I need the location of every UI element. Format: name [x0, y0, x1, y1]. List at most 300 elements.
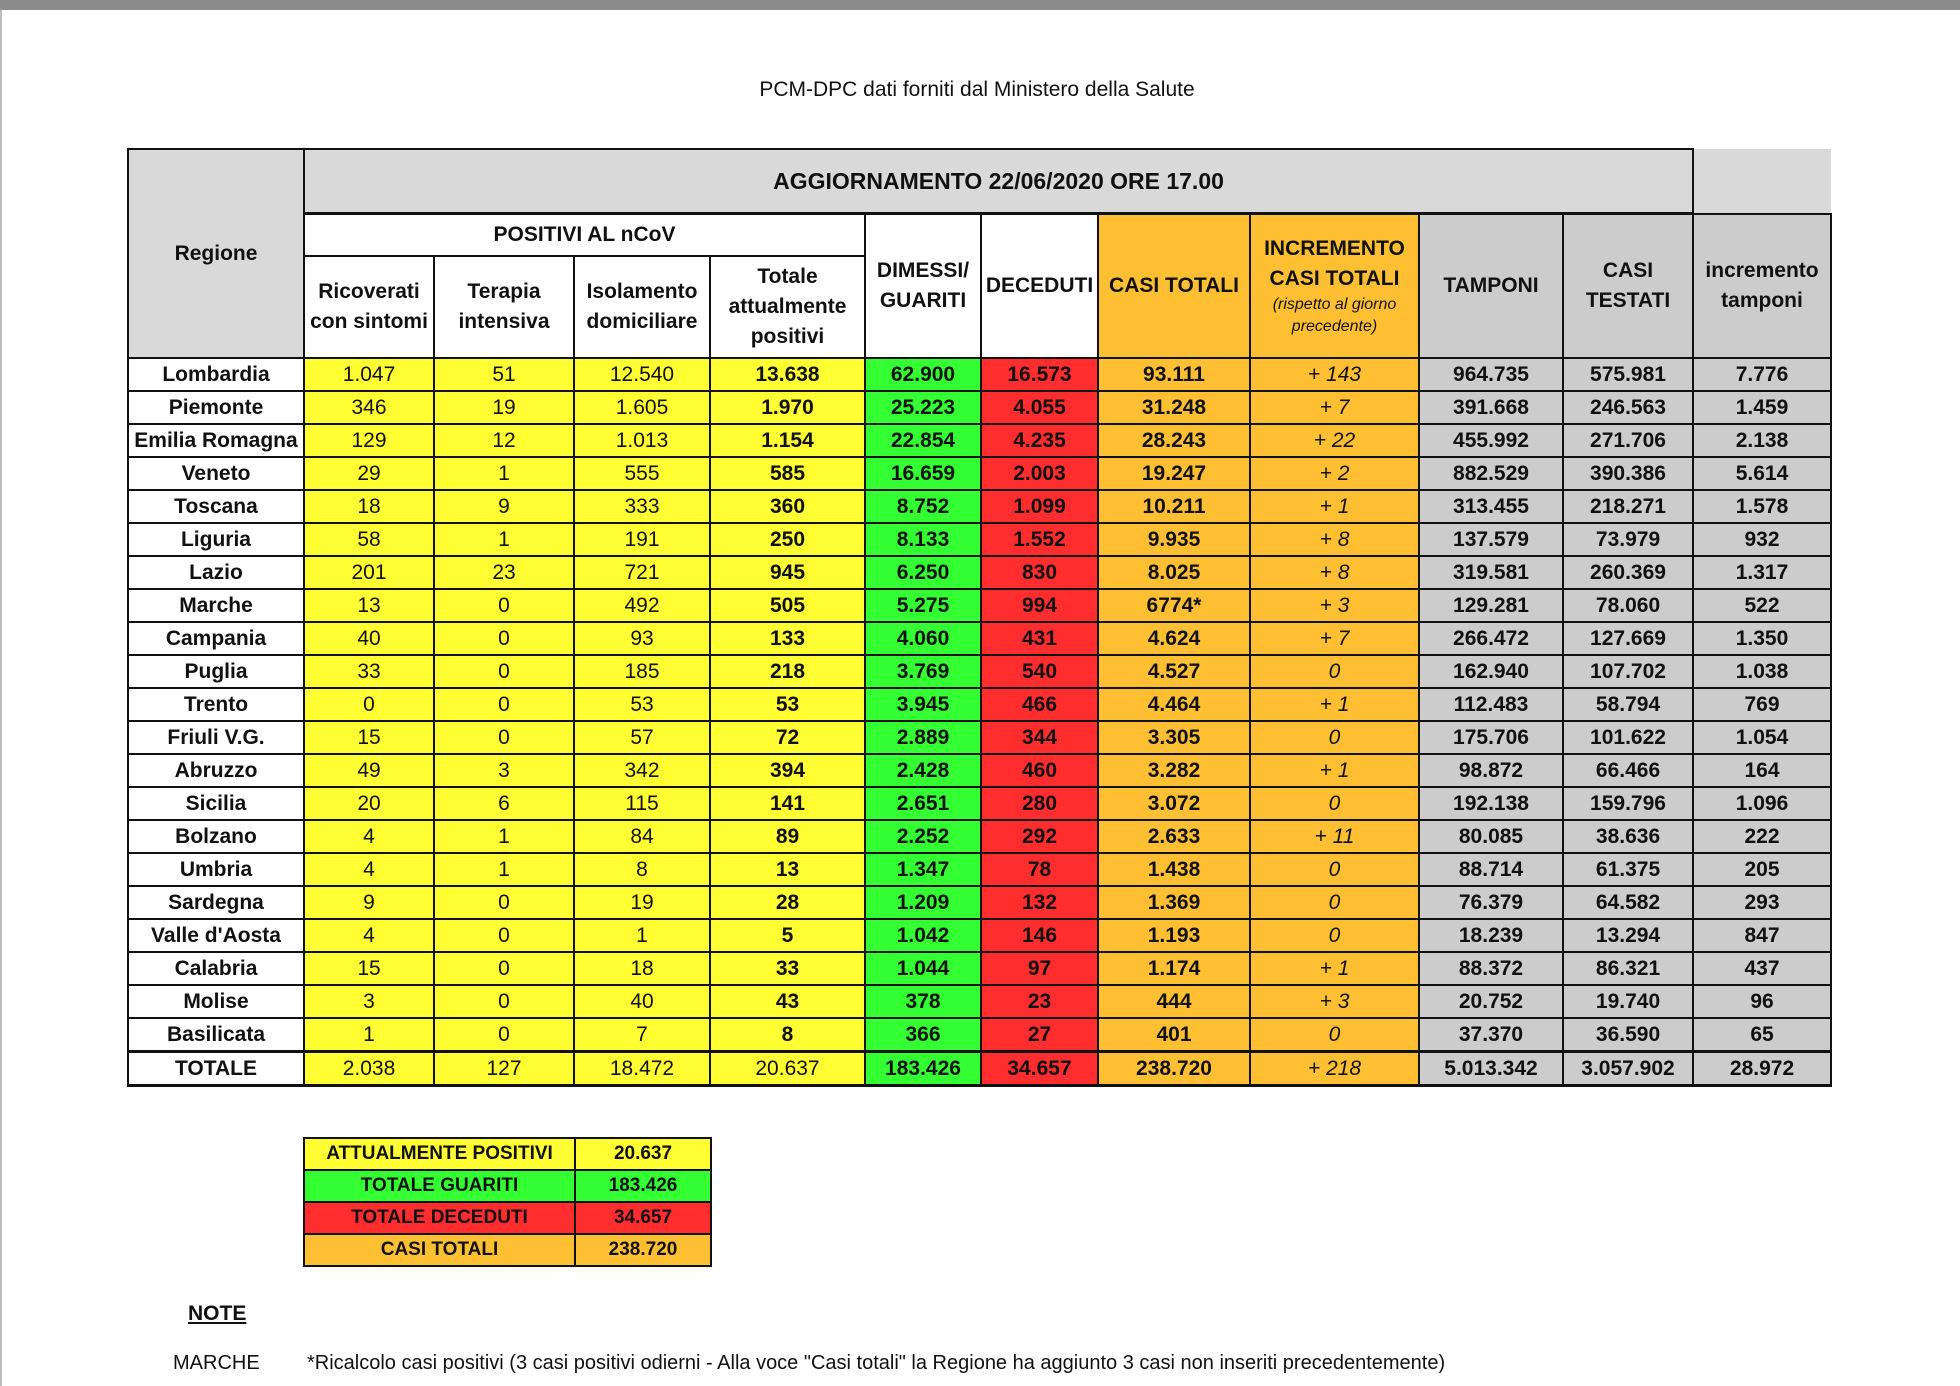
header-casi-totali: CASI TOTALI [1098, 214, 1250, 359]
header-isolamento [574, 256, 710, 358]
cell-incremento: + 7 [1250, 391, 1419, 424]
cell-isolamento: 191 [574, 523, 710, 556]
cell-ricoverati: 346 [304, 391, 434, 424]
header-deceduti: DECEDUTI [981, 214, 1098, 359]
cell-incremento: + 22 [1250, 424, 1419, 457]
cell-ricoverati: 4 [304, 853, 434, 886]
cell-casi-totali: 444 [1098, 985, 1250, 1018]
cell-casi-totali: 31.248 [1098, 391, 1250, 424]
cell-casi-totali: 1.193 [1098, 919, 1250, 952]
cell-terapia: 1 [434, 523, 574, 556]
cell-totale-positivi: 20.637 [710, 1052, 865, 1086]
cell-incremento-tamponi: 932 [1693, 523, 1831, 556]
cell-totale-positivi: 218 [710, 655, 865, 688]
cell-terapia: 51 [434, 358, 574, 391]
cell-isolamento: 555 [574, 457, 710, 490]
cell-incremento: + 8 [1250, 523, 1419, 556]
header-incremento-tamponi-line2: tamponi [1721, 288, 1803, 312]
cell-isolamento: 93 [574, 622, 710, 655]
header-casi-testati [1563, 214, 1693, 359]
cell-dimessi: 1.347 [865, 853, 981, 886]
cell-terapia: 0 [434, 688, 574, 721]
cell-casi-testati: 107.702 [1563, 655, 1693, 688]
cell-casi-totali: 1.369 [1098, 886, 1250, 919]
cell-incremento-tamponi: 2.138 [1693, 424, 1831, 457]
cell-dimessi: 16.659 [865, 457, 981, 490]
header-ricoverati [304, 256, 434, 358]
cell-casi-totali: 2.633 [1098, 820, 1250, 853]
cell-deceduti: 27 [981, 1018, 1098, 1052]
cell-incremento-tamponi: 222 [1693, 820, 1831, 853]
cell-incremento: 0 [1250, 919, 1419, 952]
cell-dimessi: 366 [865, 1018, 981, 1052]
summary-value: 238.720 [575, 1234, 711, 1266]
cell-regione: Umbria [128, 853, 304, 886]
cell-incremento-tamponi: 1.038 [1693, 655, 1831, 688]
cell-regione: Molise [128, 985, 304, 1018]
cell-terapia: 12 [434, 424, 574, 457]
cell-ricoverati: 4 [304, 820, 434, 853]
cell-incremento-tamponi: 1.459 [1693, 391, 1831, 424]
cell-ricoverati: 15 [304, 952, 434, 985]
cell-dimessi: 1.042 [865, 919, 981, 952]
header-terapia-line1: Terapia [467, 280, 541, 303]
header-ricoverati-line2: con sintomi [310, 310, 428, 333]
cell-dimessi: 8.133 [865, 523, 981, 556]
summary-body [304, 1138, 711, 1266]
summary-value: 183.426 [575, 1170, 711, 1202]
cell-tamponi: 882.529 [1419, 457, 1563, 490]
header-totale-line3: positivi [750, 325, 825, 348]
cell-ricoverati: 129 [304, 424, 434, 457]
cell-terapia: 9 [434, 490, 574, 523]
cell-deceduti: 1.099 [981, 490, 1098, 523]
cell-incremento: + 143 [1250, 358, 1419, 391]
cell-deceduti: 4.235 [981, 424, 1098, 457]
cell-tamponi: 129.281 [1419, 589, 1563, 622]
cell-casi-testati: 78.060 [1563, 589, 1693, 622]
cell-deceduti: 280 [981, 787, 1098, 820]
table-row [128, 886, 1831, 919]
cell-dimessi: 3.945 [865, 688, 981, 721]
cell-incremento-tamponi: 1.096 [1693, 787, 1831, 820]
summary-label: TOTALE DECEDUTI [304, 1202, 575, 1234]
cell-casi-testati: 13.294 [1563, 919, 1693, 952]
cell-regione: Emilia Romagna [128, 424, 304, 457]
cell-tamponi: 137.579 [1419, 523, 1563, 556]
header-incremento-tamponi-line1: incremento [1705, 258, 1819, 282]
cell-tamponi: 88.714 [1419, 853, 1563, 886]
cell-incremento: + 7 [1250, 622, 1419, 655]
cell-terapia: 0 [434, 721, 574, 754]
cell-incremento-tamponi: 847 [1693, 919, 1831, 952]
cell-regione: Marche [128, 589, 304, 622]
header-incremento-note1: (rispetto al giorno [1272, 296, 1397, 313]
cell-tamponi: 76.379 [1419, 886, 1563, 919]
cell-terapia: 0 [434, 985, 574, 1018]
table-row [128, 622, 1831, 655]
header-corner [1693, 149, 1831, 214]
cell-tamponi: 319.581 [1419, 556, 1563, 589]
cell-totale-positivi: 141 [710, 787, 865, 820]
cell-totale-positivi: 53 [710, 688, 865, 721]
cell-ricoverati: 33 [304, 655, 434, 688]
cell-regione: Sicilia [128, 787, 304, 820]
cell-incremento-tamponi: 96 [1693, 985, 1831, 1018]
cell-terapia: 127 [434, 1052, 574, 1086]
cell-incremento: 0 [1250, 853, 1419, 886]
cell-casi-testati: 101.622 [1563, 721, 1693, 754]
header-totale-positivi [710, 256, 865, 358]
cell-dimessi: 2.252 [865, 820, 981, 853]
cell-ricoverati: 40 [304, 622, 434, 655]
cell-dimessi: 22.854 [865, 424, 981, 457]
cell-totale-positivi: 250 [710, 523, 865, 556]
cell-incremento: 0 [1250, 655, 1419, 688]
note-text: *Ricalcolo casi positivi (3 casi positivi odierni - Alla voce "Casi totali" la Regione ha aggiunto 3 casi non inseriti precedentemente) [307, 1352, 1446, 1374]
cell-isolamento: 40 [574, 985, 710, 1018]
cell-isolamento: 7 [574, 1018, 710, 1052]
notes-title: NOTE [188, 1302, 247, 1325]
cell-totale-positivi: 8 [710, 1018, 865, 1052]
header-casi-testati-line1: CASI [1602, 259, 1654, 282]
cell-tamponi: 5.013.342 [1419, 1052, 1563, 1086]
cell-ricoverati: 58 [304, 523, 434, 556]
cell-incremento-tamponi: 522 [1693, 589, 1831, 622]
header-isolamento-line2: domiciliare [586, 310, 698, 333]
cell-ricoverati: 49 [304, 754, 434, 787]
cell-casi-testati: 218.271 [1563, 490, 1693, 523]
cell-casi-totali: 1.438 [1098, 853, 1250, 886]
cell-isolamento: 8 [574, 853, 710, 886]
cell-casi-testati: 19.740 [1563, 985, 1693, 1018]
cell-casi-totali: 3.305 [1098, 721, 1250, 754]
cell-ricoverati: 9 [304, 886, 434, 919]
cell-casi-totali: 4.624 [1098, 622, 1250, 655]
cell-totale-positivi: 89 [710, 820, 865, 853]
header-terapia [434, 256, 574, 358]
cell-terapia: 0 [434, 1018, 574, 1052]
header-tamponi: TAMPONI [1419, 214, 1563, 359]
cell-casi-testati: 61.375 [1563, 853, 1693, 886]
summary-label: CASI TOTALI [304, 1234, 575, 1266]
cell-dimessi: 62.900 [865, 358, 981, 391]
cell-terapia: 0 [434, 655, 574, 688]
header-positivi-group: POSITIVI AL nCoV [304, 214, 865, 257]
document-page [0, 10, 1960, 1386]
header-casi-testati-line2: TESTATI [1585, 289, 1671, 312]
cell-regione: Trento [128, 688, 304, 721]
header-dimessi-line2: GUARITI [879, 289, 967, 312]
header-isolamento-line1: Isolamento [586, 280, 698, 303]
cell-regione: Calabria [128, 952, 304, 985]
cell-casi-totali: 6774* [1098, 589, 1250, 622]
table-row [128, 490, 1831, 523]
cell-casi-testati: 36.590 [1563, 1018, 1693, 1052]
cell-dimessi: 3.769 [865, 655, 981, 688]
cell-regione: Piemonte [128, 391, 304, 424]
cell-regione: Veneto [128, 457, 304, 490]
cell-ricoverati: 201 [304, 556, 434, 589]
cell-tamponi: 80.085 [1419, 820, 1563, 853]
table-row [128, 721, 1831, 754]
cell-casi-testati: 86.321 [1563, 952, 1693, 985]
cell-incremento: 0 [1250, 787, 1419, 820]
table-row [128, 589, 1831, 622]
summary-row [304, 1202, 711, 1234]
cell-dimessi: 2.651 [865, 787, 981, 820]
cell-tamponi: 175.706 [1419, 721, 1563, 754]
cell-casi-totali: 10.211 [1098, 490, 1250, 523]
cell-incremento-tamponi: 65 [1693, 1018, 1831, 1052]
cell-casi-testati: 260.369 [1563, 556, 1693, 589]
cell-incremento-tamponi: 1.317 [1693, 556, 1831, 589]
cell-regione: Puglia [128, 655, 304, 688]
cell-tamponi: 37.370 [1419, 1018, 1563, 1052]
cell-ricoverati: 20 [304, 787, 434, 820]
cell-casi-testati: 575.981 [1563, 358, 1693, 391]
cell-casi-testati: 127.669 [1563, 622, 1693, 655]
cell-incremento: + 1 [1250, 754, 1419, 787]
cell-incremento: + 8 [1250, 556, 1419, 589]
cell-incremento: + 3 [1250, 589, 1419, 622]
cell-casi-testati: 58.794 [1563, 688, 1693, 721]
cell-incremento: + 11 [1250, 820, 1419, 853]
cell-incremento-tamponi: 1.350 [1693, 622, 1831, 655]
cell-isolamento: 721 [574, 556, 710, 589]
header-ricoverati-line1: Ricoverati [318, 280, 420, 303]
cell-regione: Liguria [128, 523, 304, 556]
cell-isolamento: 185 [574, 655, 710, 688]
cell-dimessi: 183.426 [865, 1052, 981, 1086]
cell-regione: Lazio [128, 556, 304, 589]
table-row [128, 820, 1831, 853]
table-total-row [128, 1052, 1831, 1086]
header-terapia-line2: intensiva [458, 310, 550, 333]
cell-deceduti: 1.552 [981, 523, 1098, 556]
cell-tamponi: 162.940 [1419, 655, 1563, 688]
cell-casi-testati: 66.466 [1563, 754, 1693, 787]
header-totale-line2: attualmente [728, 295, 847, 318]
cell-regione: Sardegna [128, 886, 304, 919]
cell-totale-positivi: 133 [710, 622, 865, 655]
cell-isolamento: 19 [574, 886, 710, 919]
cell-casi-totali: 4.464 [1098, 688, 1250, 721]
cell-deceduti: 146 [981, 919, 1098, 952]
cell-tamponi: 98.872 [1419, 754, 1563, 787]
cell-casi-testati: 64.582 [1563, 886, 1693, 919]
cell-deceduti: 431 [981, 622, 1098, 655]
cell-isolamento: 492 [574, 589, 710, 622]
cell-totale-positivi: 33 [710, 952, 865, 985]
summary-table [303, 1137, 712, 1267]
cell-dimessi: 1.209 [865, 886, 981, 919]
cell-totale-positivi: 505 [710, 589, 865, 622]
table-row [128, 754, 1831, 787]
header-dimessi [865, 214, 981, 359]
cell-deceduti: 16.573 [981, 358, 1098, 391]
cell-terapia: 0 [434, 952, 574, 985]
cell-casi-testati: 246.563 [1563, 391, 1693, 424]
cell-regione: Campania [128, 622, 304, 655]
header-incremento-line1: INCREMENTO [1264, 237, 1405, 260]
header-totale-line1: Totale [757, 265, 818, 288]
cell-terapia: 23 [434, 556, 574, 589]
cell-terapia: 1 [434, 820, 574, 853]
cell-terapia: 1 [434, 853, 574, 886]
cell-deceduti: 2.003 [981, 457, 1098, 490]
summary-value: 34.657 [575, 1202, 711, 1234]
cell-incremento-tamponi: 5.614 [1693, 457, 1831, 490]
cell-ricoverati: 29 [304, 457, 434, 490]
cell-terapia: 0 [434, 589, 574, 622]
cell-deceduti: 97 [981, 952, 1098, 985]
cell-dimessi: 8.752 [865, 490, 981, 523]
table-body [128, 358, 1831, 1086]
cell-dimessi: 2.889 [865, 721, 981, 754]
cell-deceduti: 4.055 [981, 391, 1098, 424]
cell-isolamento: 1.013 [574, 424, 710, 457]
cell-casi-totali: 4.527 [1098, 655, 1250, 688]
table-row [128, 655, 1831, 688]
cell-tamponi: 192.138 [1419, 787, 1563, 820]
cell-isolamento: 1 [574, 919, 710, 952]
cell-isolamento: 53 [574, 688, 710, 721]
cell-incremento-tamponi: 1.578 [1693, 490, 1831, 523]
cell-incremento: + 218 [1250, 1052, 1419, 1086]
cell-incremento-tamponi: 7.776 [1693, 358, 1831, 391]
cell-ricoverati: 13 [304, 589, 434, 622]
cell-terapia: 0 [434, 886, 574, 919]
cell-tamponi: 455.992 [1419, 424, 1563, 457]
cell-totale-positivi: 1.154 [710, 424, 865, 457]
cell-totale-positivi: 394 [710, 754, 865, 787]
cell-isolamento: 84 [574, 820, 710, 853]
cell-ricoverati: 2.038 [304, 1052, 434, 1086]
cell-regione: Basilicata [128, 1018, 304, 1052]
cell-casi-totali: 19.247 [1098, 457, 1250, 490]
cell-ricoverati: 15 [304, 721, 434, 754]
cell-incremento: + 1 [1250, 490, 1419, 523]
cell-dimessi: 4.060 [865, 622, 981, 655]
cell-casi-totali: 3.282 [1098, 754, 1250, 787]
cell-casi-testati: 271.706 [1563, 424, 1693, 457]
cell-totale-positivi: 5 [710, 919, 865, 952]
cell-casi-testati: 159.796 [1563, 787, 1693, 820]
cell-ricoverati: 1.047 [304, 358, 434, 391]
cell-incremento: 0 [1250, 1018, 1419, 1052]
cell-ricoverati: 1 [304, 1018, 434, 1052]
cell-regione: Lombardia [128, 358, 304, 391]
cell-totale-positivi: 585 [710, 457, 865, 490]
table-row [128, 985, 1831, 1018]
cell-dimessi: 378 [865, 985, 981, 1018]
cell-terapia: 19 [434, 391, 574, 424]
cell-casi-totali: 8.025 [1098, 556, 1250, 589]
cell-tamponi: 112.483 [1419, 688, 1563, 721]
cell-totale-positivi: 13 [710, 853, 865, 886]
cell-totale-positivi: 72 [710, 721, 865, 754]
cell-deceduti: 23 [981, 985, 1098, 1018]
cell-ricoverati: 4 [304, 919, 434, 952]
cell-casi-testati: 73.979 [1563, 523, 1693, 556]
regional-data-table [127, 148, 1832, 1087]
cell-dimessi: 6.250 [865, 556, 981, 589]
table-row [128, 523, 1831, 556]
table-row [128, 952, 1831, 985]
cell-tamponi: 88.372 [1419, 952, 1563, 985]
table-row [128, 919, 1831, 952]
cell-deceduti: 78 [981, 853, 1098, 886]
table-row [128, 391, 1831, 424]
summary-label: ATTUALMENTE POSITIVI [304, 1138, 575, 1170]
cell-deceduti: 830 [981, 556, 1098, 589]
cell-tamponi: 313.455 [1419, 490, 1563, 523]
cell-deceduti: 292 [981, 820, 1098, 853]
header-incremento [1250, 214, 1419, 359]
cell-casi-testati: 38.636 [1563, 820, 1693, 853]
cell-tamponi: 266.472 [1419, 622, 1563, 655]
cell-incremento: 0 [1250, 886, 1419, 919]
cell-incremento-tamponi: 293 [1693, 886, 1831, 919]
cell-dimessi: 5.275 [865, 589, 981, 622]
cell-incremento-tamponi: 164 [1693, 754, 1831, 787]
cell-terapia: 3 [434, 754, 574, 787]
cell-incremento-tamponi: 437 [1693, 952, 1831, 985]
cell-incremento: + 2 [1250, 457, 1419, 490]
summary-label: TOTALE GUARITI [304, 1170, 575, 1202]
cell-regione: Abruzzo [128, 754, 304, 787]
cell-deceduti: 34.657 [981, 1052, 1098, 1086]
cell-isolamento: 18.472 [574, 1052, 710, 1086]
cell-tamponi: 18.239 [1419, 919, 1563, 952]
table-row [128, 853, 1831, 886]
cell-ricoverati: 0 [304, 688, 434, 721]
header-dimessi-line1: DIMESSI/ [876, 259, 970, 282]
cell-incremento: 0 [1250, 721, 1419, 754]
cell-totale-positivi: 360 [710, 490, 865, 523]
cell-terapia: 6 [434, 787, 574, 820]
cell-casi-testati: 390.386 [1563, 457, 1693, 490]
cell-terapia: 0 [434, 622, 574, 655]
cell-isolamento: 1.605 [574, 391, 710, 424]
cell-casi-totali: 3.072 [1098, 787, 1250, 820]
cell-isolamento: 18 [574, 952, 710, 985]
summary-row [304, 1234, 711, 1266]
cell-terapia: 0 [434, 919, 574, 952]
cell-dimessi: 25.223 [865, 391, 981, 424]
cell-incremento: + 1 [1250, 688, 1419, 721]
table-row [128, 358, 1831, 391]
source-caption: PCM-DPC dati forniti dal Ministero della Salute [759, 78, 1195, 101]
cell-incremento: + 3 [1250, 985, 1419, 1018]
cell-tamponi: 391.668 [1419, 391, 1563, 424]
cell-dimessi: 2.428 [865, 754, 981, 787]
cell-casi-totali: 93.111 [1098, 358, 1250, 391]
cell-isolamento: 12.540 [574, 358, 710, 391]
header-incremento-tamponi [1693, 214, 1831, 359]
cell-totale-positivi: 1.970 [710, 391, 865, 424]
cell-regione: Toscana [128, 490, 304, 523]
cell-casi-totali: 28.243 [1098, 424, 1250, 457]
cell-incremento: + 1 [1250, 952, 1419, 985]
cell-terapia: 1 [434, 457, 574, 490]
cell-casi-totali: 401 [1098, 1018, 1250, 1052]
header-incremento-note2: precedente) [1291, 318, 1378, 335]
cell-isolamento: 333 [574, 490, 710, 523]
cell-incremento-tamponi: 28.972 [1693, 1052, 1831, 1086]
cell-regione: TOTALE [128, 1052, 304, 1086]
